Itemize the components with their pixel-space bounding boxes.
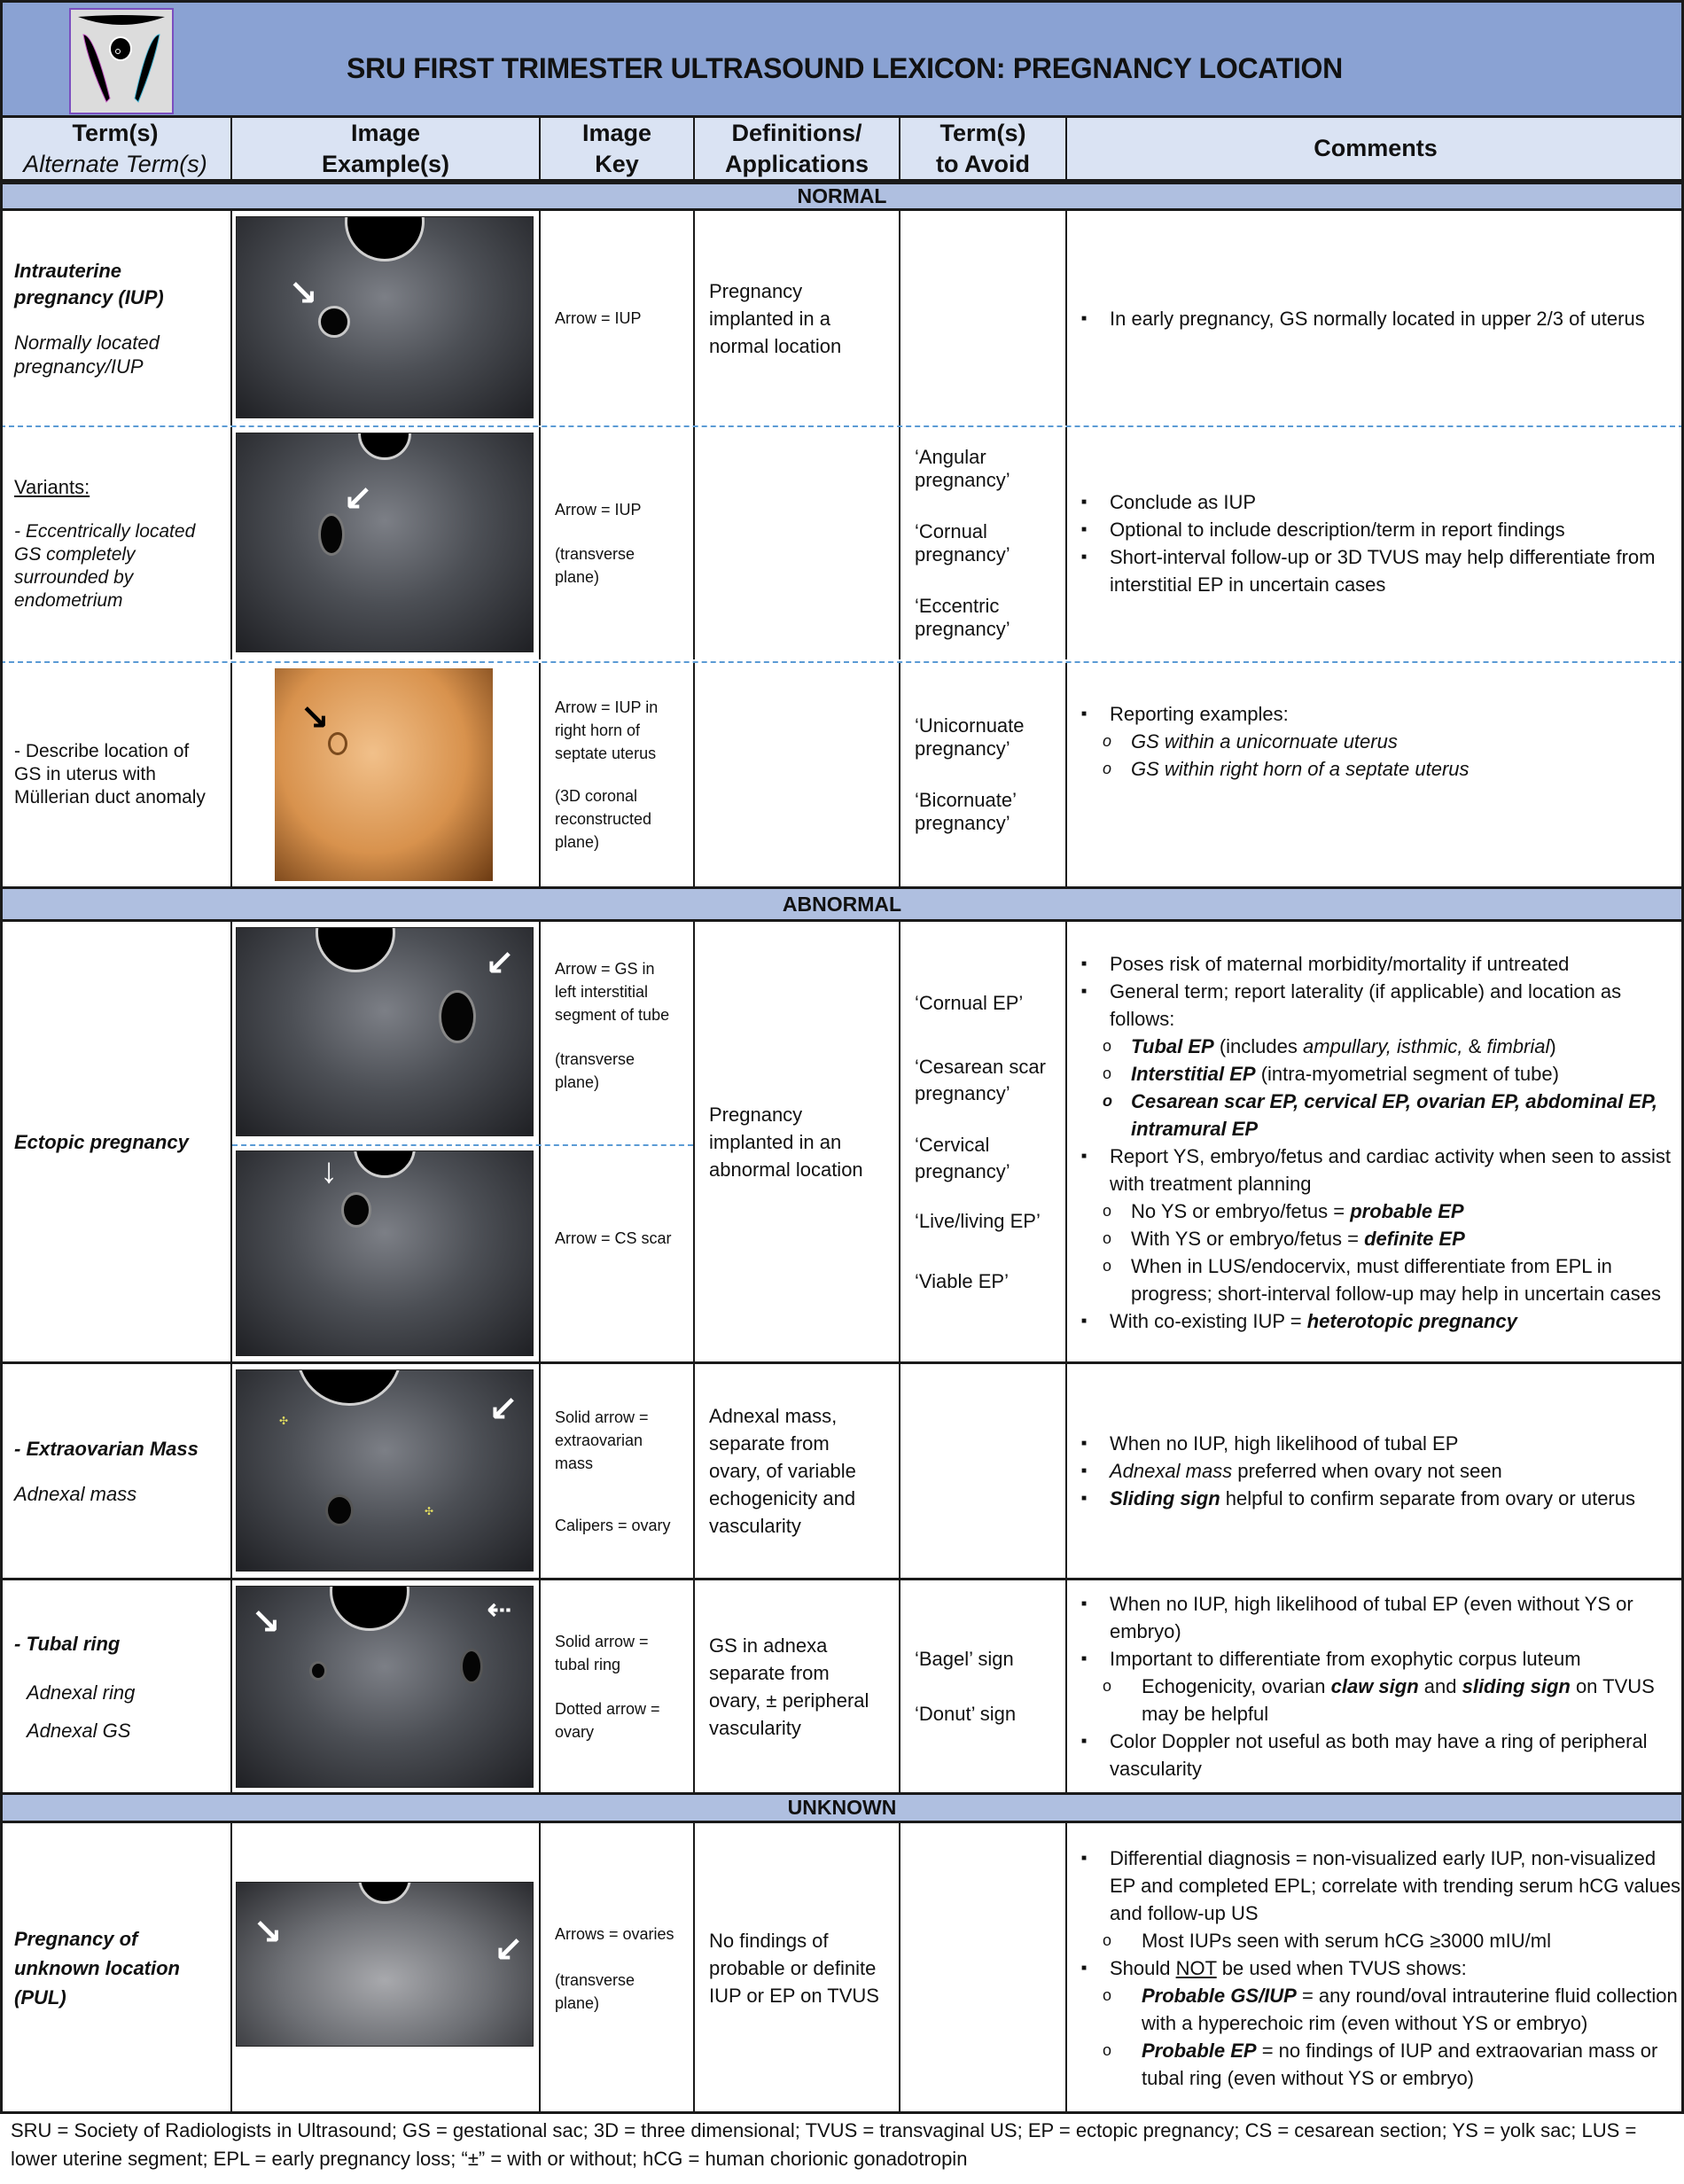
- key-eccentric: Arrow = IUP: [555, 501, 642, 519]
- key-mullerian-plane: (3D coronal reconstructed plane): [555, 787, 652, 851]
- avoid-term: ‘Live/living EP’: [915, 1209, 1041, 1232]
- header-key-label-2: Key: [595, 150, 639, 177]
- key-extraovarian: Solid arrow = extraovarian mass: [555, 1408, 649, 1472]
- key-pul: Arrows = ovaries: [555, 1924, 674, 1943]
- comment-eccentric-2: ■ Optional to include description/term in report findings: [1067, 516, 1684, 543]
- comment-ectopic-2: ■ General term; report laterality (if applicable) and location as follows:: [1067, 978, 1684, 1033]
- key-dotted-arrow: Dotted arrow = ovary: [555, 1699, 660, 1741]
- avoid-term: ‘Cervical pregnancy’: [915, 1133, 1010, 1182]
- arrow-icon: ↙: [343, 480, 373, 519]
- section-normal: NORMAL: [0, 182, 1684, 211]
- header-comments-label: Comments: [1314, 135, 1438, 161]
- definition-extraovarian: Adnexal mass, separate from ovary, of variable echogenicity and vascularity: [709, 1405, 856, 1537]
- term-mullerian: - Describe location of GS in uterus with Müllerian duct anomaly: [14, 741, 206, 807]
- comment-pul-1: ■ Differential diagnosis = non-visualized early IUP, non-visualized EP and completed EPL; correlate with trending serum hCG values and follow-up US: [1067, 1845, 1684, 1927]
- avoid-term: ‘Cesarean scar pregnancy’: [915, 1055, 1046, 1104]
- term-ectopic: Ectopic pregnancy: [14, 1130, 189, 1153]
- bold-term: Sliding sign: [1110, 1487, 1220, 1509]
- term-extraovarian: - Extraovarian Mass: [14, 1438, 199, 1460]
- alt-term-adnexal-ring: Adnexal ring: [27, 1681, 136, 1704]
- text: = any round/oval intrauterine fluid collection with a hyperechoic rim (even without YS or embryo): [1142, 1985, 1678, 2034]
- key-tubal-ring: Solid arrow = tubal ring: [555, 1632, 649, 1673]
- text: With YS or embryo/fetus =: [1131, 1227, 1365, 1250]
- arrow-icon: ↓: [320, 1151, 338, 1190]
- key-ectopic-plane: (transverse plane): [555, 1050, 635, 1091]
- text: helpful to confirm separate from ovary or uterus: [1220, 1487, 1635, 1509]
- arrow-icon: ↘: [288, 274, 318, 313]
- key-mullerian: Arrow = IUP in right horn of septate uterus: [555, 698, 659, 762]
- text: ): [1549, 1034, 1556, 1057]
- bold-term: claw sign: [1330, 1675, 1419, 1697]
- italic-term: Adnexal mass: [1110, 1460, 1233, 1482]
- underlined-term: NOT: [1175, 1957, 1217, 1979]
- header-def-label: Definitions/: [731, 119, 862, 146]
- comment-ectopic-3c: o When in LUS/endocervix, must differentiate from EPL in progress; short-interval follow-up may help in uncertain cases: [1067, 1252, 1684, 1307]
- header-image-label: Image: [350, 119, 421, 146]
- header-image-label-2: Example(s): [321, 150, 450, 177]
- comment-mullerian-head: ■ Reporting examples:: [1067, 700, 1684, 728]
- section-unknown: UNKNOWN: [0, 1792, 1684, 1823]
- comment-tubal-1: ■ When no IUP, high likelihood of tubal EP (even without YS or embryo): [1067, 1590, 1684, 1645]
- key-eccentric-plane: (transverse plane): [555, 545, 635, 586]
- definition-iup: Pregnancy implanted in a normal location: [709, 279, 842, 357]
- page-title: SRU FIRST TRIMESTER ULTRASOUND LEXICON: PREGNANCY LOCATION: [347, 52, 1343, 84]
- comment-extraovarian-1: ■ When no IUP, high likelihood of tubal EP: [1067, 1430, 1684, 1457]
- comment-tubal-3: ■ Color Doppler not useful as both may have a ring of peripheral vascularity: [1067, 1728, 1684, 1782]
- bold-term: Probable GS/IUP: [1142, 1985, 1297, 2007]
- bold-term: Probable EP: [1142, 2040, 1257, 2062]
- avoid-term: ‘Eccentric pregnancy’: [915, 595, 1010, 640]
- term-pul: Pregnancy of unknown location (PUL): [14, 1928, 180, 2008]
- avoid-term: ‘Cornual EP’: [915, 991, 1024, 1014]
- comment-ectopic-2c: o Cesarean scar EP, cervical EP, ovarian EP, abdominal EP, intramural EP: [1067, 1088, 1684, 1143]
- term-iup: Intrauterine pregnancy (IUP): [14, 260, 164, 308]
- definition-tubal-ring: GS in adnexa separate from ovary, ± peripheral vascularity: [709, 1634, 869, 1739]
- key-ectopic-interstitial: Arrow = GS in left interstitial segment of tube: [555, 960, 670, 1024]
- solid-arrow-icon: ↘: [251, 1603, 281, 1642]
- header-def-label-2: Applications: [724, 150, 869, 177]
- header-key-label: Image: [581, 119, 652, 146]
- text: &: [1462, 1034, 1487, 1057]
- definition-pul: No findings of probable or definite IUP or EP on TVUS: [709, 1930, 879, 2007]
- arrow-icon: ↘: [300, 698, 330, 737]
- comment-eccentric-3: ■ Short-interval follow-up or 3D TVUS may help differentiate from interstitial EP in uncertain cases: [1067, 543, 1684, 598]
- alt-term-iup: Normally located pregnancy/IUP: [14, 332, 160, 378]
- avoid-term: ‘Bagel’ sign: [915, 1647, 1014, 1670]
- bold-term: definite EP: [1364, 1227, 1465, 1250]
- header-alt-term-label: Alternate Term(s): [23, 150, 207, 177]
- dotted-arrow-icon: ⇠: [487, 1593, 512, 1626]
- header-avoid-label-2: to Avoid: [936, 150, 1030, 177]
- text: be used when TVUS shows:: [1216, 1957, 1467, 1979]
- alt-term-adnexal-gs: Adnexal GS: [27, 1719, 131, 1742]
- comment-eccentric-1: ■ Conclude as IUP: [1067, 488, 1684, 516]
- bold-term: Tubal EP: [1131, 1034, 1214, 1057]
- text: (includes: [1213, 1034, 1304, 1057]
- text: With co-existing IUP =: [1110, 1309, 1307, 1332]
- bold-term: probable EP: [1350, 1199, 1464, 1222]
- text: and: [1418, 1675, 1462, 1697]
- avoid-term: ‘Angular pregnancy’: [915, 446, 1010, 491]
- bold-term: heterotopic pregnancy: [1306, 1309, 1517, 1332]
- key-ectopic-cs: Arrow = CS scar: [555, 1229, 672, 1247]
- italic-term: fimbrial: [1486, 1034, 1550, 1057]
- text: on TVUS may be helpful: [1142, 1675, 1655, 1725]
- comment-tubal-2: ■ Important to differentiate from exophytic corpus luteum: [1067, 1645, 1684, 1673]
- text: Echogenicity, ovarian: [1142, 1675, 1331, 1697]
- definition-ectopic: Pregnancy implanted in an abnormal location: [709, 1104, 863, 1181]
- abbreviations-footnote: SRU = Society of Radiologists in Ultrasound; GS = gestational sac; 3D = three dimensional; TVUS = transvaginal US; EP = ectopic pregnancy; CS = cesarean section; YS = yolk sac; LUS = lower uterine segment; EPL = early pregnancy loss; “±” = with or without; hCG = human chorionic gonadotropin: [11, 2119, 1637, 2170]
- comment-pul-1a: o Most IUPs seen with serum hCG ≥3000 mIU/ml: [1067, 1927, 1684, 1954]
- term-eccentric: - Eccentrically located GS completely surrounded by endometrium: [14, 520, 196, 611]
- comment-ectopic-3: ■ Report YS, embryo/fetus and cardiac activity when seen to assist with treatment planning: [1067, 1143, 1684, 1197]
- text: preferred when ovary not seen: [1232, 1460, 1502, 1482]
- section-abnormal: ABNORMAL: [0, 886, 1684, 922]
- italic-term: ampullary, isthmic,: [1303, 1034, 1463, 1057]
- caliper-icon: ✣: [279, 1415, 289, 1427]
- text: No YS or embryo/fetus =: [1131, 1199, 1351, 1222]
- text: Should: [1110, 1957, 1176, 1979]
- arrow-icon: ↙: [485, 944, 515, 983]
- avoid-term: ‘Cornual pregnancy’: [915, 520, 1010, 566]
- arrow-icon: ↙: [488, 1390, 518, 1429]
- comment-iup-1: ■ In early pregnancy, GS normally located in upper 2/3 of uterus: [1067, 305, 1684, 332]
- arrow-icon: ↙: [494, 1930, 524, 1970]
- comment-mullerian-sub: o GS within a unicornuate uterus: [1067, 728, 1684, 755]
- caliper-icon: ✣: [425, 1505, 434, 1517]
- comment-ectopic-1: ■ Poses risk of maternal morbidity/mortality if untreated: [1067, 950, 1684, 978]
- alt-term-adnexal-mass: Adnexal mass: [14, 1483, 137, 1505]
- text: (intra-myometrial segment of tube): [1255, 1062, 1559, 1085]
- bold-term: Interstitial EP: [1131, 1062, 1256, 1085]
- comment-mullerian-sub: o GS within right horn of a septate uterus: [1067, 755, 1684, 783]
- key-iup: Arrow = IUP: [555, 309, 642, 327]
- key-pul-plane: (transverse plane): [555, 1970, 635, 2012]
- bold-term: sliding sign: [1462, 1675, 1571, 1697]
- arrow-icon: ↘: [253, 1913, 283, 1952]
- avoid-term: ‘Viable EP’: [915, 1269, 1009, 1292]
- key-calipers: Calipers = ovary: [555, 1516, 671, 1534]
- avoid-term: ‘Donut’ sign: [915, 1702, 1017, 1725]
- variants-label: Variants:: [14, 475, 90, 498]
- avoid-term: ‘Unicornuate pregnancy’: [915, 714, 1025, 760]
- text: = no findings of IUP and extraovarian mass or tubal ring (even without YS or embryo): [1142, 2040, 1658, 2089]
- term-tubal-ring: - Tubal ring: [14, 1632, 121, 1655]
- header-term-label: Term(s): [72, 119, 159, 146]
- header-avoid-label: Term(s): [939, 119, 1026, 146]
- avoid-term: ‘Bicornuate’ pregnancy’: [915, 789, 1017, 834]
